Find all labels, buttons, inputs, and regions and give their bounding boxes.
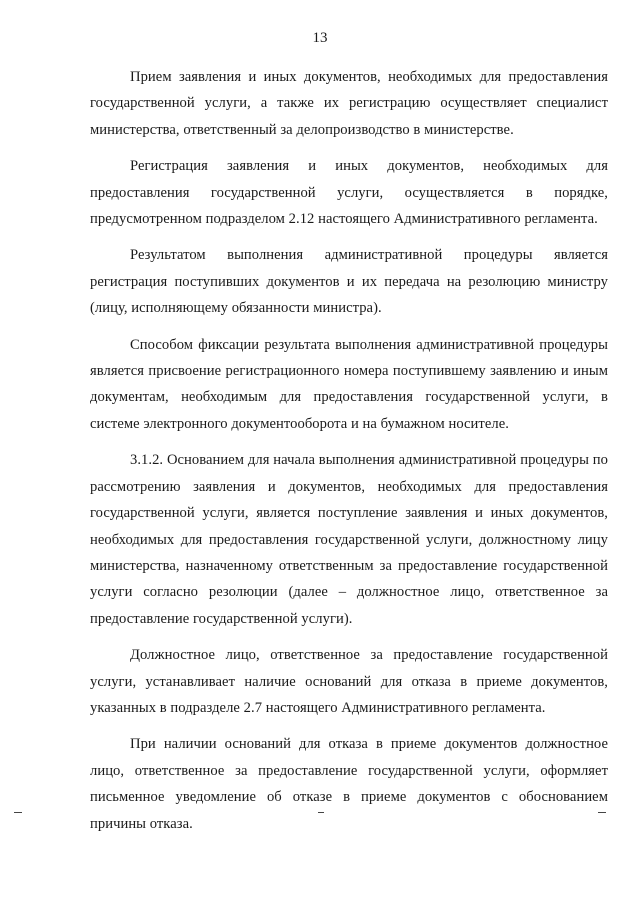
paragraph-refusal-notice: При наличии оснований для отказа в приеме документов должностное лицо, ответственное за предоставление государственной услуги, оформляет письменное уведомление об отказе в приеме документов с обоснованием причины отказа. [90,736,608,832]
scan-mark-left [14,812,22,813]
paragraph-result-fixation: Способом фиксации результата выполнения административной процедуры является присвоение регистрационного номера поступившему заявлению и иным документам, необходимым для предоставления государственной услуги, в системе электронного документооборота и на бумажном носителе. [90,336,608,432]
paragraph-grounds-check: Должностное лицо, ответственное за предоставление государственной услуги, устанавливает наличие оснований для отказа в приеме документов, указанных в подразделе 2.7 настоящего Административного регламента. [90,647,608,716]
document-body [90,64,608,847]
scan-mark-center [318,812,324,813]
paragraph-document-intake: Прием заявления и иных документов, необходимых для предоставления государственной услуги, а также их регистрацию осуществляет специалист министерства, ответственный за делопроизводство в министерстве. [90,69,608,138]
paragraph-procedure-result: Результатом выполнения административной процедуры является регистрация поступивших документов и их передача на резолюцию министру (лицу, исполняющему обязанности министра). [90,247,608,317]
scan-mark-right [598,812,606,813]
paragraph-registration: Регистрация заявления и иных документов, необходимых для предоставления государственной услуги, осуществляется в порядке, предусмотренном подразделом 2.12 настоящего Административного регламента. [90,158,608,228]
page-number: 13 [312,30,328,46]
paragraph-section-3-1-2: 3.1.2. Основанием для начала выполнения административной процедуры по рассмотрению заявления и документов, необходимых для предоставления государственной услуги, является поступление заявления и иных документов, необходимых для предоставления государственной услуги, должностному лицу министерства, назначенному ответственным за предоставление государственной услуги согласно резолюции (далее – должностное лицо, ответственное за предоставление государственной услуги). [90,452,608,627]
